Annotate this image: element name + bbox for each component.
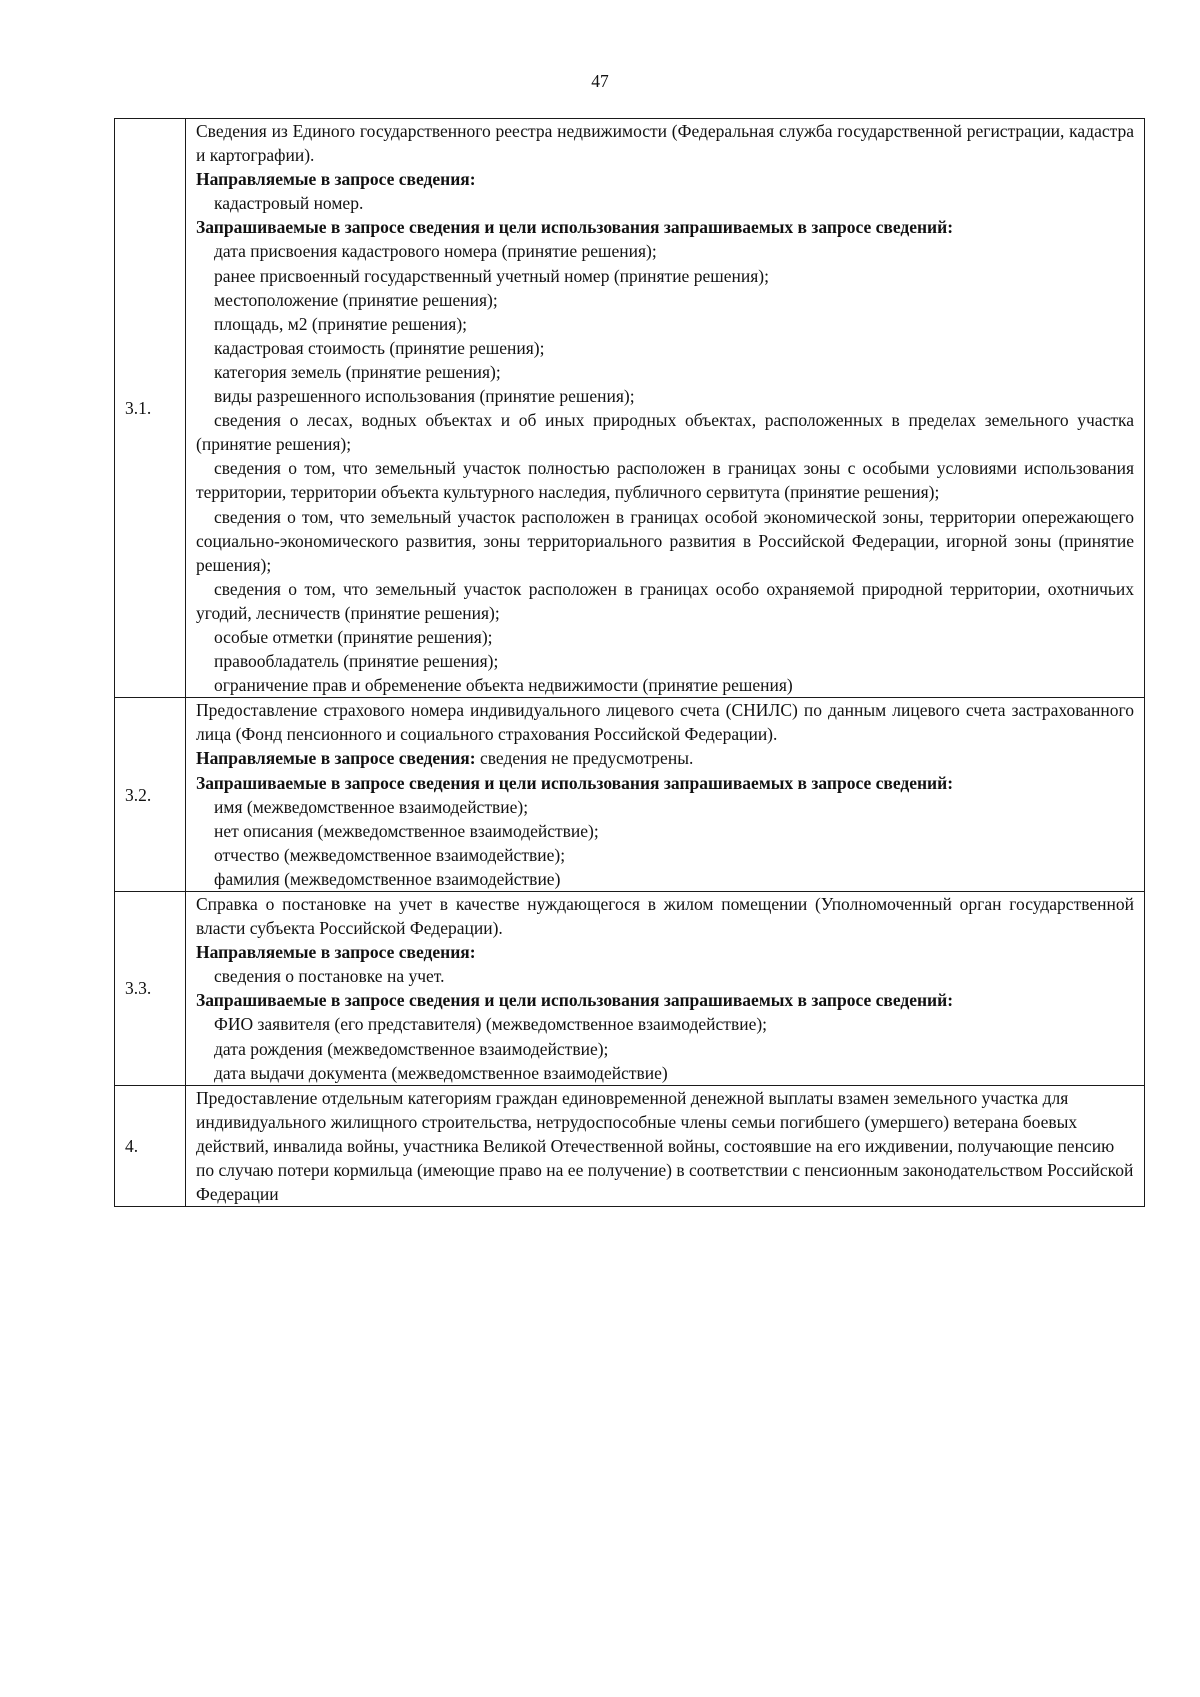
requested-item: ФИО заявителя (его представителя) (межведомственное взаимодействие); [214,1014,768,1035]
sent-inline: сведения не предусмотрены. [479,748,694,769]
requested-item: особые отметки (принятие решения); [214,626,493,647]
sent-label: Направляемые в запросе сведения: [196,942,476,963]
sent-item: сведения о постановке на учет. [214,966,445,987]
row-number: 3.2. [115,698,186,892]
requested-item: ограничение прав и обременение объекта недвижимости (принятие решения) [214,675,793,696]
requested-item: правообладатель (принятие решения); [214,651,499,672]
sent-label: Направляемые в запросе сведения: [196,169,476,190]
requested-item: ранее присвоенный государственный учетный номер (принятие решения); [214,265,769,286]
row-content [186,1085,1145,1206]
requested-label: Запрашиваемые в запросе сведения и цели использования запрашиваемых в запросе сведений: [196,990,954,1011]
requested-label: Запрашиваемые в запросе сведения и цели использования запрашиваемых в запросе сведений: [196,772,954,793]
requested-item: дата рождения (межведомственное взаимодействие); [214,1038,609,1059]
requested-item: площадь, м2 (принятие решения); [214,313,468,334]
requested-item: дата выдачи документа (межведомственное взаимодействие) [214,1062,668,1083]
page-number: 47 [591,71,609,91]
requested-item: категория земель (принятие решения); [214,361,501,382]
requested-item: местоположение (принятие решения); [214,289,498,310]
requested-label: Запрашиваемые в запросе сведения и цели использования запрашиваемых в запросе сведений: [196,217,954,238]
document-table [114,118,1145,1207]
row-intro: Справка о постановке на учет в качестве нуждающегося в жилом помещении (Уполномоченный орган государственной власти субъекта Российской Федерации). [196,894,1134,939]
row-number: 3.1. [115,119,186,698]
requested-item: дата присвоения кадастрового номера (принятие решения); [214,241,657,262]
row-number: 4. [115,1085,186,1206]
requested-item: отчество (межведомственное взаимодействие); [214,844,566,865]
requested-item: сведения о том, что земельный участок расположен в границах особо охраняемой природной территории, охотничьих угодий, лесничеств (принятие решения); [196,578,1134,623]
row-number: 3.3. [115,892,186,1086]
row-content [186,119,1145,698]
row-intro: Сведения из Единого государственного реестра недвижимости (Федеральная служба государственной регистрации, кадастра и картографии). [196,121,1134,166]
table-row [115,698,1145,892]
requested-item: нет описания (межведомственное взаимодействие); [214,820,599,841]
requested-item: сведения о том, что земельный участок расположен в границах особой экономической зоны, территории опережающего социально-экономического развития, зоны территориального развития в Российской Федерации, игорной зоны (принятие решения); [196,506,1134,575]
table-row [115,119,1145,698]
sent-item: кадастровый номер. [214,193,364,214]
sent-label: Направляемые в запросе сведения: [196,748,476,769]
requested-item: сведения о том, что земельный участок полностью расположен в границах зоны с особыми условиями использования территории, территории объекта культурного наследия, публичного сервитута (принятие решения); [196,458,1134,503]
requested-item: виды разрешенного использования (принятие решения); [214,386,635,407]
row-intro: Предоставление отдельным категориям граждан единовременной денежной выплаты взамен земельного участка для индивидуального жилищного строительства, нетрудоспособные члены семьи погибшего (умершего) ветерана боевых действий, инвалида войны, участника Великой Отечественной войны, состоявшие на его иждивении, получающие пенсию по случаю потери кормильца (имеющие право на ее получение) в соответствии с пенсионным законодательством Российской Федерации [196,1087,1134,1205]
requested-item: имя (межведомственное взаимодействие); [214,796,529,817]
table-row [115,892,1145,1086]
sent-line [196,746,1134,770]
row-content [186,892,1145,1086]
row-content [186,698,1145,892]
requested-item: фамилия (межведомственное взаимодействие) [214,868,561,889]
requested-item: сведения о лесах, водных объектах и об иных природных объектах, расположенных в пределах земельного участка (принятие решения); [196,410,1134,455]
requested-item: кадастровая стоимость (принятие решения); [214,337,545,358]
row-intro: Предоставление страхового номера индивидуального лицевого счета (СНИЛС) по данным лицевого счета застрахованного лица (Фонд пенсионного и социального страхования Российской Федерации). [196,700,1134,745]
table-row [115,1085,1145,1206]
